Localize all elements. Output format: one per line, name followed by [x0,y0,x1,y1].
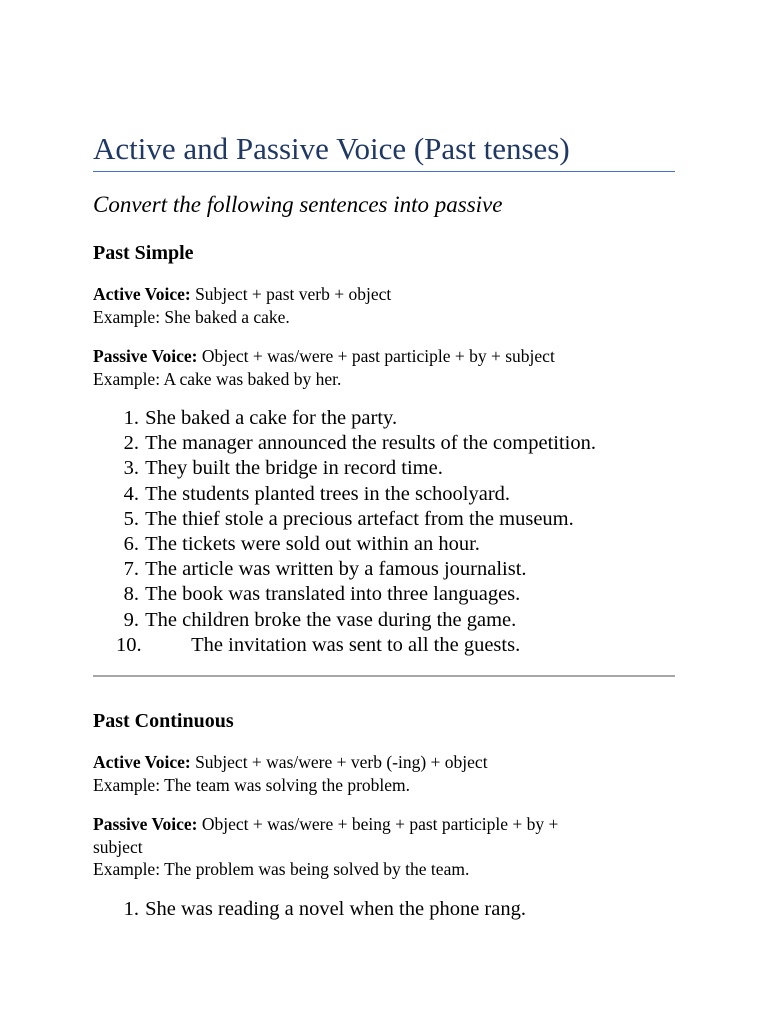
active-voice-formula: Subject + past verb + object [195,284,392,304]
active-voice-example: Example: The team was solving the problem. [93,774,411,795]
sentence-text: The book was translated into three languages. [145,583,521,606]
sentence-text: The thief stole a precious artefact from the museum. [145,507,574,530]
passive-voice-label: Passive Voice: [93,346,198,366]
title-underline [93,171,675,172]
sentence-number: 5. [123,507,139,530]
sentence-number: 7. [123,558,139,581]
sentence-item [93,482,675,507]
past-continuous-active-rule [93,751,675,796]
sentence-number: 3. [123,457,139,480]
sentence-item [93,507,675,532]
past-continuous-sentence-list [93,897,675,922]
sentence-number: 9. [123,608,139,631]
sentence-text: They built the bridge in record time. [145,457,443,480]
passive-voice-label: Passive Voice: [93,814,198,834]
sentence-item [93,608,675,633]
sentence-item [93,633,675,658]
sentence-item [93,557,675,582]
sentence-number: 10. [116,633,142,656]
page-title: Active and Passive Voice (Past tenses) [93,131,570,166]
sentence-number: 2. [123,432,139,455]
sentence-text: The manager announced the results of the competition. [145,432,596,455]
passive-voice-formula-cont: subject [93,836,143,857]
past-continuous-passive-rule [93,813,675,881]
sentence-item [93,406,675,431]
past-simple-heading: Past Simple [93,242,194,264]
sentence-number: 4. [123,482,139,505]
sentence-number: 6. [123,533,139,556]
sentence-text: The students planted trees in the schoolyard. [145,482,511,505]
passive-voice-example: Example: A cake was baked by her. [93,368,342,389]
sentence-number: 8. [123,583,139,606]
section-divider [93,675,675,677]
sentence-text: She was reading a novel when the phone rang. [145,898,526,920]
active-voice-label: Active Voice: [93,752,191,772]
past-simple-sentence-list [93,406,675,658]
sentence-number: 1. [123,898,139,920]
sentence-text: She baked a cake for the party. [145,407,398,429]
sentence-text: The invitation was sent to all the guests. [191,633,521,656]
past-simple-active-rule [93,283,675,328]
sentence-item [93,897,675,922]
sentence-number: 1. [123,407,139,429]
active-voice-example: Example: She baked a cake. [93,306,290,327]
past-continuous-heading: Past Continuous [93,710,234,732]
active-voice-formula: Subject + was/were + verb (-ing) + object [195,752,488,772]
sentence-item [93,532,675,557]
passive-voice-example: Example: The problem was being solved by the team. [93,859,470,879]
sentence-item [93,582,675,607]
past-simple-passive-rule [93,345,675,390]
sentence-text: The tickets were sold out within an hour. [145,533,480,556]
sentence-text: The children broke the vase during the game. [145,608,517,631]
active-voice-label: Active Voice: [93,284,191,304]
instruction-subtitle: Convert the following sentences into passive [93,192,503,217]
sentence-item [93,456,675,481]
sentence-text: The article was written by a famous journalist. [145,558,527,581]
passive-voice-formula: Object + was/were + past participle + by + subject [201,346,555,366]
sentence-item [93,431,675,456]
passive-voice-formula: Object + was/were + being + past participle + by + [201,814,559,834]
